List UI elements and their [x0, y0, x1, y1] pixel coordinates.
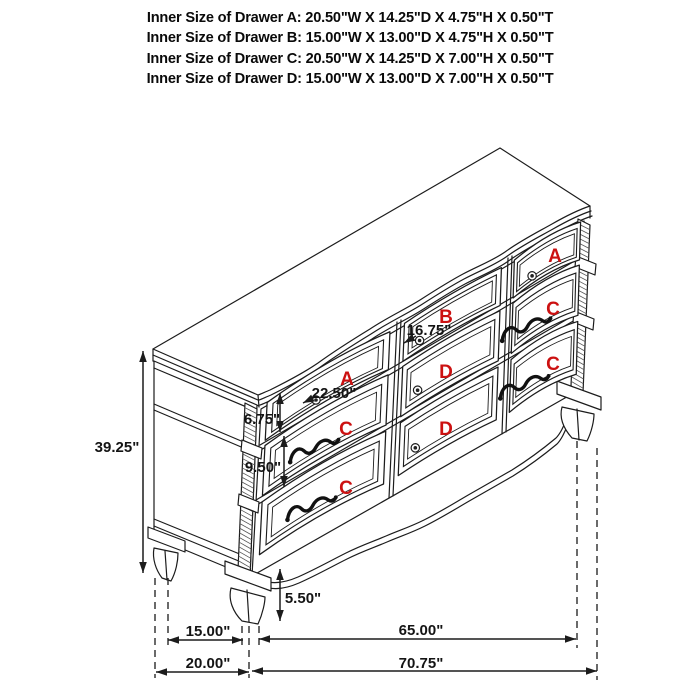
dimension-label: 65.00" [398, 622, 444, 639]
drawer-knob [411, 444, 419, 452]
dimension-drawer-a-width [303, 385, 356, 403]
dimension-label: 5.50" [284, 590, 322, 607]
spec-line-drawer-a: Inner Size of Drawer A: 20.50"W X 14.25"D X 4.75"H X 0.50"T [146, 10, 554, 26]
dimension-arrowhead [238, 668, 249, 676]
knob-center [418, 339, 422, 343]
drawer-label: D [439, 419, 453, 440]
dimension-arrowhead [139, 351, 147, 362]
dimension-overall-depth [156, 655, 249, 676]
dimension-label: 70.75" [398, 655, 444, 672]
drawer-knob [413, 386, 421, 394]
drawer-label: C [546, 354, 560, 375]
dimension-arrowhead [156, 668, 167, 676]
spec-line-drawer-b: Inner Size of Drawer B: 15.00"W X 13.00"D X 4.75"H X 0.50"T [146, 30, 554, 47]
drawer-knob [528, 272, 536, 280]
drawer-label: D [439, 362, 453, 383]
dimension-label: 39.25" [94, 439, 140, 456]
front-right-leg [557, 381, 601, 441]
dimension-label: 6.75" [243, 411, 281, 428]
drawer-label: C [546, 299, 560, 320]
dimension-label: 20.00" [185, 655, 231, 672]
dimension-arrowhead [252, 667, 263, 675]
spec-line-drawer-d: Inner Size of Drawer D: 15.00"W X 13.00"D X 7.00"H X 0.50"T [146, 71, 554, 88]
front-left-leg [225, 561, 271, 624]
dimension-arrowhead [139, 562, 147, 573]
spec-line-drawer-c: Inner Size of Drawer C: 20.50"W X 14.25"D X 7.00"H X 0.50"T [146, 50, 554, 67]
dimension-arrowhead [276, 569, 284, 580]
dimension-arrowhead [259, 635, 270, 643]
dimension-leg-span-width [259, 622, 576, 643]
drawer-label: C [339, 478, 353, 499]
dimension-leg-inset-depth [168, 623, 243, 644]
dimension-arrowhead [565, 635, 576, 643]
drawer-label: C [339, 419, 353, 440]
dimension-label: 15.00" [185, 623, 231, 640]
dimension-label: 22.50" [311, 385, 357, 402]
dimension-arrowhead [276, 610, 284, 621]
dimension-label: 9.50" [244, 459, 282, 476]
dimension-arrowhead [168, 636, 179, 644]
knob-center [416, 388, 420, 392]
drawer-label: A [548, 246, 562, 267]
drawer-label: B [439, 307, 453, 328]
dimension-label: 16.75" [406, 322, 452, 339]
dimension-overall-width [252, 655, 597, 675]
knob-center [530, 274, 534, 278]
dimension-overall-height [95, 351, 147, 573]
knob-center [414, 446, 418, 450]
dimension-arrowhead [586, 667, 597, 675]
drawer-label: A [340, 369, 354, 390]
